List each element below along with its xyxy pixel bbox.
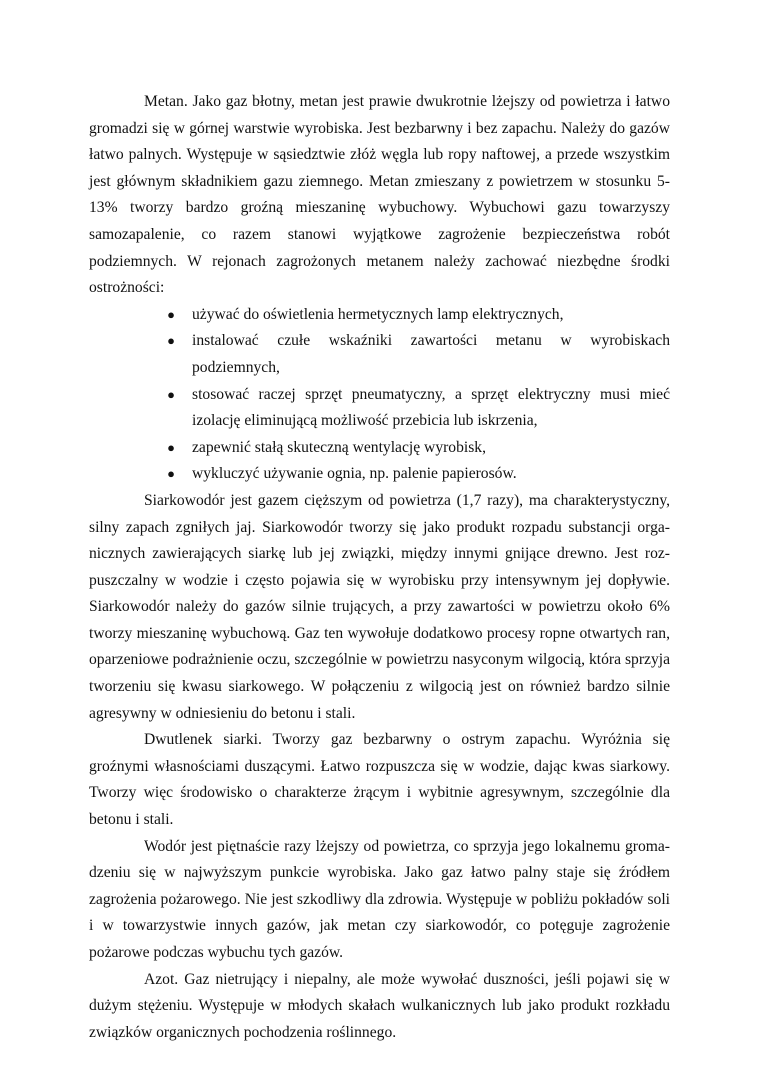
- bullet-icon: ●: [167, 333, 175, 349]
- list-item: [167, 302, 670, 329]
- bullet-icon: ●: [167, 466, 175, 482]
- paragraph-wodor: Wodór jest piętnaście razy lżejszy od powietrza, co sprzyja jego lokalnemu gromadzeniu się w najwyższym punkcie wyrobiska. Jako gaz łatwo palny staje się źródłem zagrożenia pożarowego. Nie jest szkodliwy dla zdrowia. Występuje w pobliżu pokładów soli i w towarzystwie innych gazów, jak metan czy siarkowodór, co potęguje zagrożenie pożarowe podczas wybuchu tych gazów.: [89, 837, 670, 961]
- list-item: [167, 382, 670, 435]
- bullet-icon: ●: [167, 306, 175, 322]
- list-item: [167, 435, 670, 462]
- bullet-list-precautions: [89, 302, 670, 488]
- list-item-text: wykluczyć używanie ognia, np. palenie papierosów.: [192, 465, 517, 483]
- list-item-text: zapewnić stałą skuteczną wentylację wyrobisk,: [192, 438, 486, 456]
- list-item: [167, 328, 670, 381]
- list-item: [167, 461, 670, 488]
- list-item-text: używać do oświetlenia hermetycznych lamp elektrycznych,: [192, 305, 564, 323]
- paragraph-siarkowodor: Siarkowodór jest gazem cięższym od powietrza (1,7 razy), ma charakterystyczny, silny zapach zgniłych jaj. Siarkowodór tworzy się jako produkt rozpadu substancji organicznych zawierających siarkę lub jej związki, między innymi gnijące drewno. Jest rozpuszczalny w wodzie i często pojawia się w wyrobisku przy intensywnym jej dopływie. Siarkowodór należy do gazów silnie trujących, a przy zawartości w powietrzu około 6% tworzy mieszaninę wybuchową. Gaz ten wywołuje dodatkowo procesy ropne otwartych ran, oparzeniowe podrażnienie oczu, szczególnie w powietrzu nasyconym wilgocią, która sprzyja tworzeniu się kwasu siarkowego. W połączeniu z wilgocią jest on również bardzo silnie agresywny w odniesieniu do betonu i stali.: [89, 491, 670, 722]
- document-page: [89, 89, 670, 1046]
- bullet-icon: ●: [167, 386, 175, 402]
- list-item-text: instalować czułe wskaźniki zawartości metanu w wyrobiskach podziemnych,: [192, 332, 670, 376]
- list-item-text: stosować raczej sprzęt pneumatyczny, a sprzęt elektryczny musi mieć izolację eliminującą możliwość przebicia lub iskrzenia,: [192, 385, 670, 430]
- paragraph-metan: Metan. Jako gaz błotny, metan jest prawie dwukrotnie lżejszy od powietrza i łatwo gromadzi się w górnej warstwie wyrobiska. Jest bezbarwny i bez zapachu. Należy do gazów łatwo palnych. Występuje w sąsiedztwie złóż węgla lub ropy naftowej, a przede wszystkim jest głównym składnikiem gazu ziemnego. Metan zmieszany z powietrzem w stosunku 5-13% tworzy bardzo groźną mieszaninę wybuchowy. Wybuchowi gazu towarzyszy samozapalenie, co razem stanowi wyjątkowe zagrożenie bezpieczeństwa robót podziemnych. W rejonach zagrożonych metanem należy zachować niezbędne środki ostrożności:: [89, 93, 670, 297]
- bullet-icon: ●: [167, 439, 175, 455]
- paragraph-dwutlenek-siarki: Dwutlenek siarki. Tworzy gaz bezbarwny o ostrym zapachu. Wyróżnia się groźnymi własnościami duszącymi. Łatwo rozpuszcza się w wodzie, dając kwas siarkowy. Tworzy więc środowisko o charakterze żrącym i wybitnie agresywnym, szczególnie dla betonu i stali.: [89, 731, 670, 829]
- paragraph-azot: Azot. Gaz nietrujący i niepalny, ale może wywołać duszności, jeśli pojawi się w dużym stężeniu. Występuje w młodych skałach wulkanicznych lub jako produkt rozkładu związków organicznych pochodzenia roślinnego.: [89, 970, 670, 1041]
